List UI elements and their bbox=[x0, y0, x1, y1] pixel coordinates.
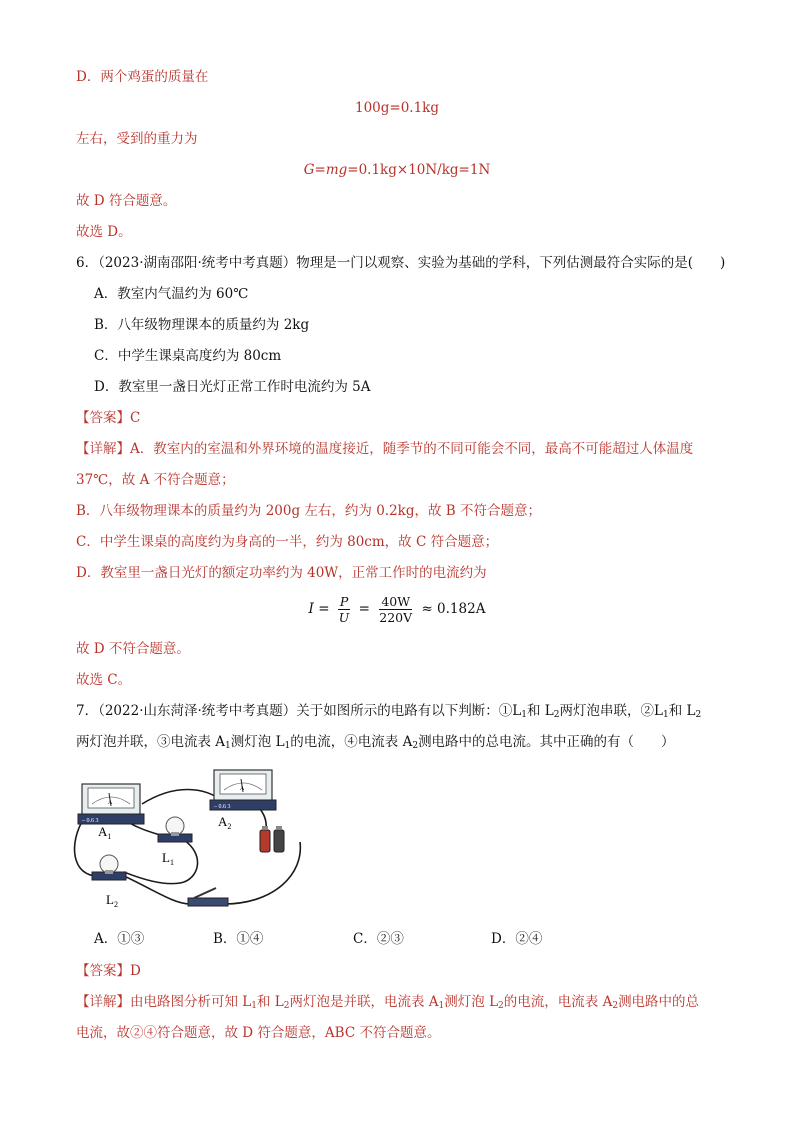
stem-part: 两灯泡串联，②L bbox=[559, 703, 663, 719]
mg-symbol: mg bbox=[325, 162, 348, 178]
meter-scale: – 0.6 3 bbox=[82, 818, 99, 824]
battery-icon bbox=[260, 826, 284, 852]
a1-label: $A_1$ bbox=[98, 824, 112, 841]
q6-choose: 故选 C。 bbox=[76, 672, 132, 688]
d-fits-line: 故 D 符合题意。 bbox=[76, 193, 177, 209]
lamp-l2 bbox=[92, 855, 126, 909]
sub: 2 bbox=[412, 741, 419, 751]
q6-option-b: B．八年级物理课本的质量约为 2kg bbox=[94, 317, 310, 333]
answer-value: C bbox=[130, 410, 141, 426]
fraction-p-u bbox=[337, 594, 352, 625]
q6-option-c: C．中学生课桌高度约为 80cm bbox=[94, 348, 282, 364]
q7-option-c: C．②③ bbox=[353, 931, 404, 947]
q7-stem-line-2 bbox=[76, 733, 675, 751]
equation-gravity bbox=[0, 161, 794, 179]
sub: 1 bbox=[225, 741, 231, 751]
sub: 1 bbox=[284, 741, 291, 751]
l1-label: $L_1$ bbox=[162, 850, 174, 867]
lamp-l1 bbox=[158, 817, 192, 867]
detail-part: 两灯泡是并联，电流表 A bbox=[289, 994, 439, 1010]
formula-eq: = bbox=[318, 601, 330, 617]
meter-a-mark: A bbox=[240, 786, 245, 792]
q7-option-a: A．①③ bbox=[94, 931, 145, 947]
stem-part: 两灯泡并联，③电流表 A bbox=[76, 734, 226, 750]
sub: 2 bbox=[612, 1001, 619, 1011]
fraction-values bbox=[377, 594, 414, 625]
q6-detail-1a bbox=[76, 440, 693, 458]
sub: 2 bbox=[283, 1001, 290, 1011]
formula-eq-2: = bbox=[358, 601, 370, 617]
a2-label: $A_2$ bbox=[218, 814, 232, 831]
q6-answer bbox=[76, 409, 140, 427]
q6-detail-1b: 37℃，故 A 不符合题意； bbox=[76, 472, 235, 488]
wire-l1-l2 bbox=[124, 840, 198, 884]
answer-label: 【答案】 bbox=[76, 963, 130, 979]
q6-d-not: 故 D 不符合题意。 bbox=[76, 641, 190, 657]
detail-part: 测电路中的总 bbox=[618, 994, 700, 1010]
formula-i: I bbox=[308, 601, 314, 617]
l2-label: $L_2$ bbox=[106, 892, 118, 909]
gravity-result: =0.1kg×10N/kg=1N bbox=[347, 162, 491, 178]
stem-part: 和 L bbox=[526, 703, 554, 719]
sub: 1 bbox=[662, 710, 669, 720]
sub: 1 bbox=[521, 710, 527, 720]
stem-part: 的电流，④电流表 A bbox=[290, 734, 413, 750]
fraction-40w: 40W bbox=[381, 594, 411, 609]
q6-stem: 6．（2023·湖南邵阳·统考中考真题）物理是一门以观察、实验为基础的学科，下列估测最符合实际的是( ) bbox=[76, 255, 726, 271]
meter-scale: – 0.6 3 bbox=[214, 804, 231, 810]
detail-part: 由电路图分析可知 L bbox=[130, 994, 252, 1010]
q6-option-a: A．教室内气温约为 60℃ bbox=[94, 286, 249, 302]
current-formula bbox=[0, 592, 794, 626]
sub: 2 bbox=[553, 710, 560, 720]
g-symbol: G bbox=[303, 162, 315, 178]
detail-label: 【详解】 bbox=[76, 994, 130, 1010]
detail-text: A．教室内的室温和外界环境的温度接近，随季节的不同可能会不同，最高不可能超过人体温度 bbox=[130, 441, 694, 457]
stem-part: 7．（2022·山东菏泽·统考中考真题）关于如图所示的电路有以下判断：①L bbox=[76, 703, 522, 719]
formula-result: ≈ 0.182A bbox=[421, 601, 486, 617]
switch-icon bbox=[188, 888, 228, 906]
sub: 2 bbox=[498, 1001, 504, 1011]
wire-l2-switch bbox=[124, 876, 190, 904]
q6-option-d: D．教室里一盏日光灯正常工作时电流约为 5A bbox=[94, 379, 371, 395]
q7-answer bbox=[76, 962, 141, 980]
q7-detail-line-2: 电流，故②④符合题意，故 D 符合题意，ABC 不符合题意。 bbox=[76, 1025, 441, 1041]
meter-a-mark: A bbox=[108, 800, 113, 806]
wire-a1-l2 bbox=[75, 818, 98, 876]
eq-sign: = bbox=[314, 162, 326, 178]
fraction-220v: 220V bbox=[379, 610, 413, 625]
ammeter-a1 bbox=[78, 784, 144, 841]
q7-detail-line-1 bbox=[76, 993, 699, 1011]
q6-detail-4: D．教室里一盏日光灯的额定功率约为 40W，正常工作时的电流约为 bbox=[76, 565, 487, 581]
q6-detail-3: C．中学生课桌的高度约为身高的一半，约为 80cm，故 C 符合题意； bbox=[76, 534, 499, 550]
q6-detail-2: B．八年级物理课本的质量约为 200g 左右，约为 0.2kg，故 B 不符合题意； bbox=[76, 503, 541, 519]
answer-value: D bbox=[130, 963, 141, 979]
stem-part: 测电路中的总电流。其中正确的有（ ） bbox=[418, 734, 675, 750]
answer-label: 【答案】 bbox=[76, 410, 130, 426]
circuit-figure bbox=[64, 764, 304, 914]
d-mass-line: D．两个鸡蛋的质量在 bbox=[76, 69, 209, 85]
detail-part: 和 L bbox=[257, 994, 284, 1010]
equation-mass: 100g=0.1kg bbox=[354, 100, 439, 116]
fraction-p: P bbox=[339, 594, 349, 609]
detail-part: 的电流，电流表 A bbox=[503, 994, 613, 1010]
sub: 1 bbox=[251, 1001, 257, 1011]
fraction-u: U bbox=[338, 610, 350, 625]
stem-part: 和 L bbox=[668, 703, 696, 719]
q7-stem-line-1 bbox=[76, 702, 701, 720]
detail-part: 测灯泡 L bbox=[444, 994, 499, 1010]
stem-part: 测灯泡 L bbox=[230, 734, 285, 750]
q7-option-d: D．②④ bbox=[491, 931, 543, 947]
sub: 1 bbox=[438, 1001, 445, 1011]
sub: 2 bbox=[695, 710, 702, 720]
gravity-intro-line: 左右，受到的重力为 bbox=[76, 131, 198, 147]
detail-label: 【详解】 bbox=[76, 441, 130, 457]
q7-option-b: B．①④ bbox=[213, 931, 264, 947]
choose-d-line: 故选 D。 bbox=[76, 224, 132, 240]
